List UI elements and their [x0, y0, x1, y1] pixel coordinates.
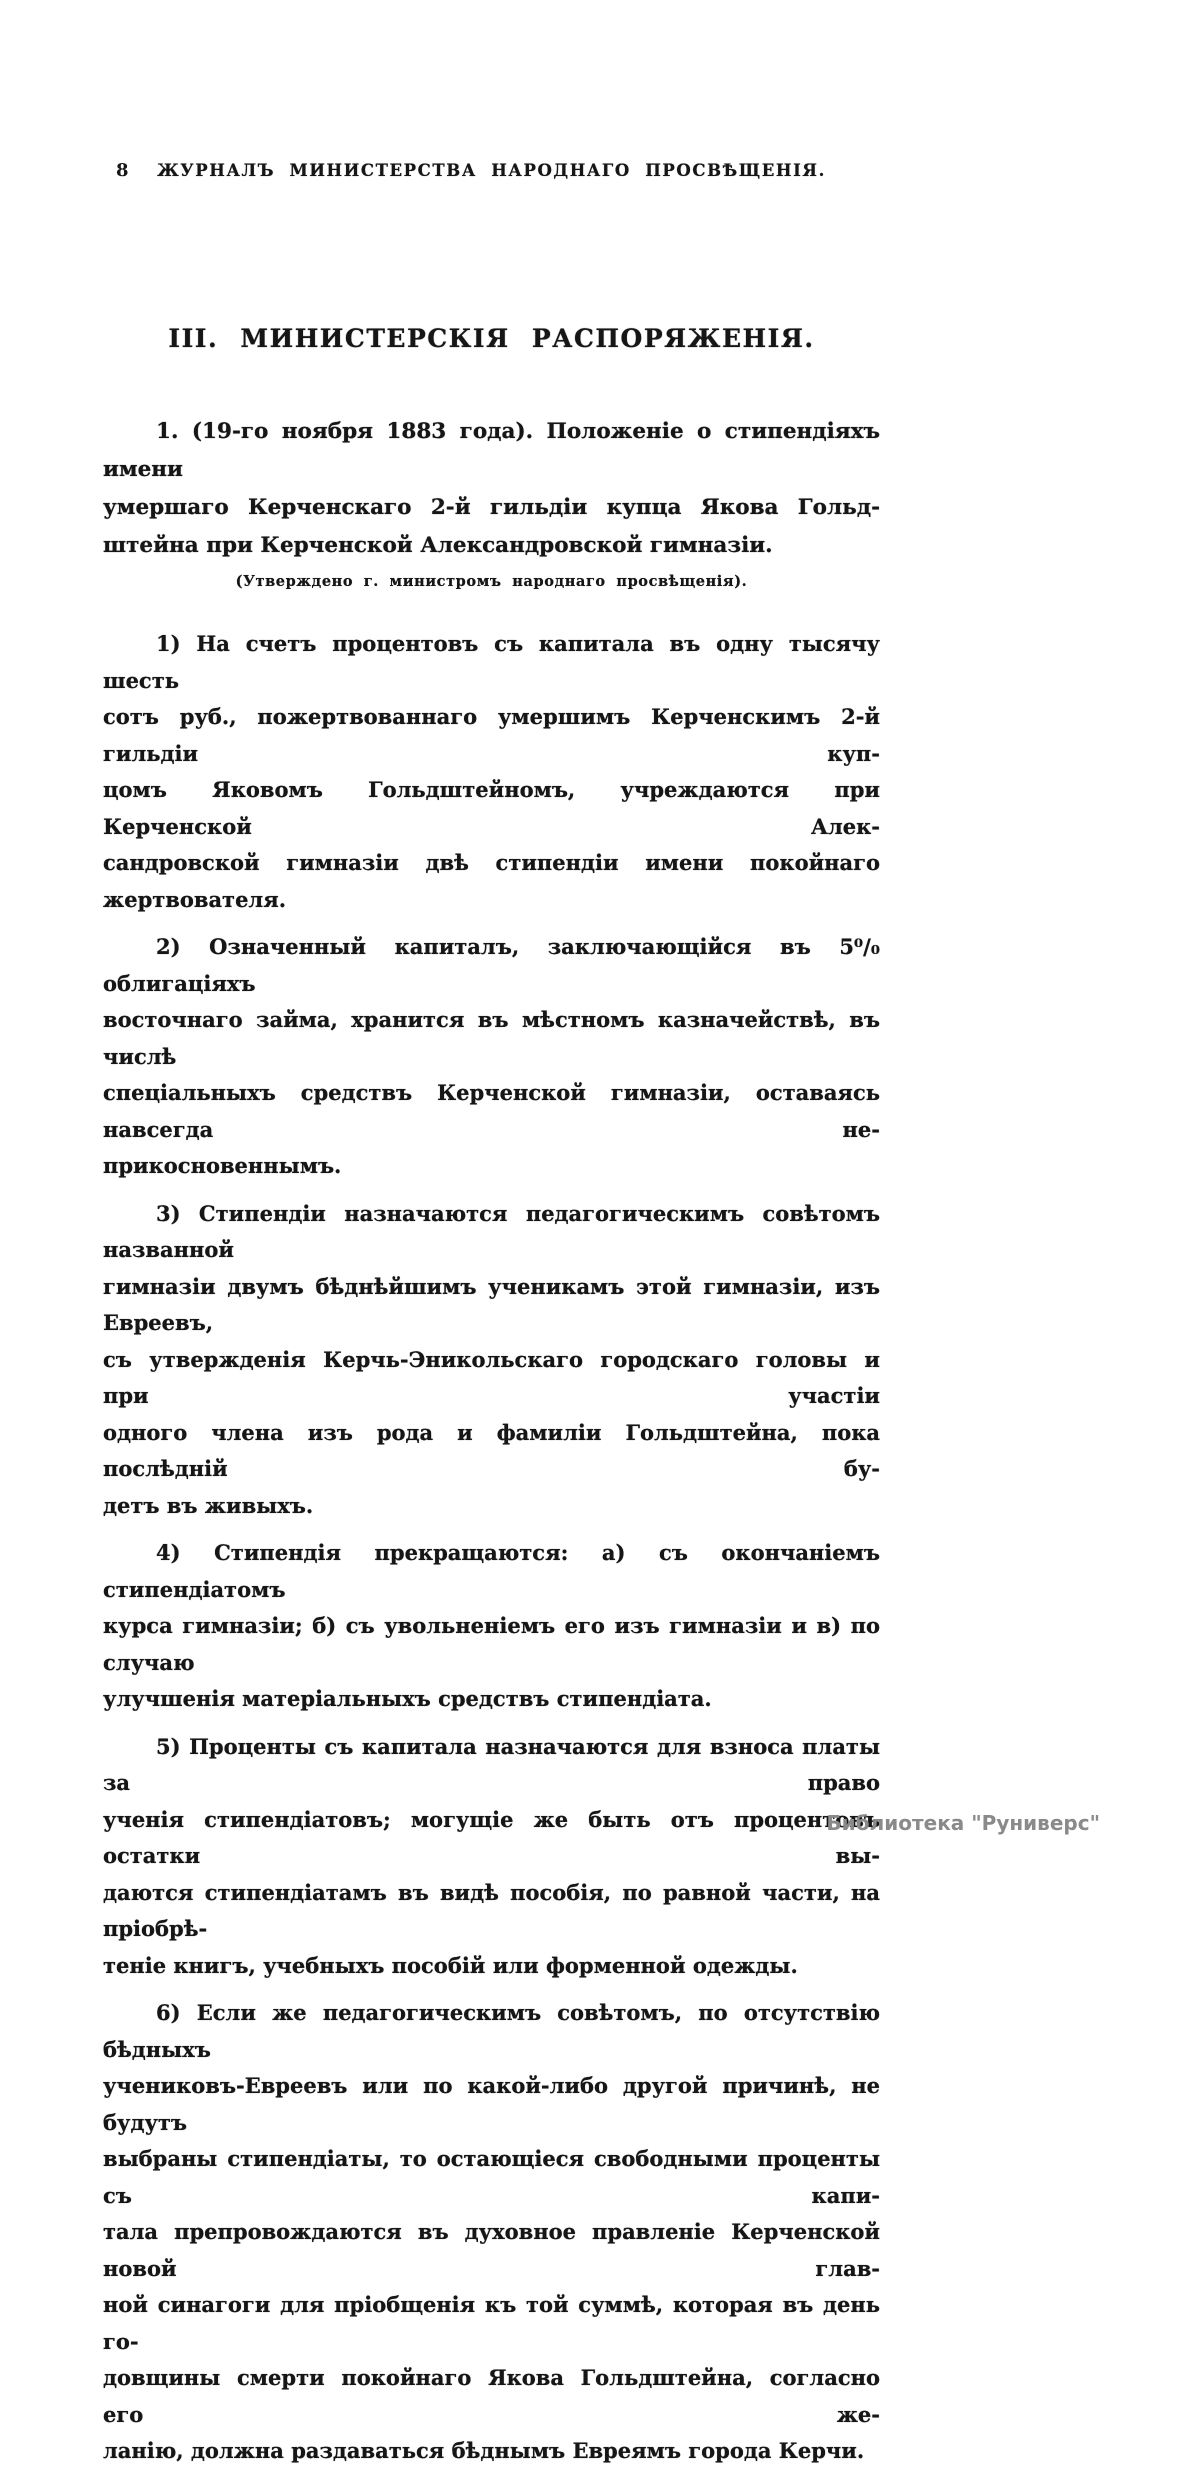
article-4: 4) Стипендія прекращаются: а) съ окончаніемъ стипендіатомъ курса гимназіи; б) съ увольненіемъ его изъ гимназіи и в) по случаю улучшенія матеріальныхъ средствъ стипендіата. [103, 1540, 880, 1711]
running-header: ЖУРНАЛЪ МИНИСТЕРСТВА НАРОДНАГО ПРОСВѢЩЕНІЯ. [157, 161, 826, 180]
article-5: 5) Проценты съ капитала назначаются для взноса платы за право ученія стипендіатовъ; могущіе же быть отъ процентовъ остатки вы- даются стипендіатамъ въ видѣ пособія, по равной части, на пріобрѣ- теніе книгъ, учебныхъ пособій или форменной одежды. [103, 1733, 880, 1978]
article-3: 3) Стипендіи назначаются педагогическимъ совѣтомъ названной гимназіи двумъ бѣднѣйшимъ ученикамъ этой гимназіи, изъ Евреевъ, съ утвержденія Керчь-Эникольскаго городскаго головы и при участіи одного члена изъ рода и фамиліи Гольдштейна, пока послѣдній бу- детъ въ живыхъ. [103, 1200, 880, 1518]
approval-note: (Утверждено г. министромъ народнаго просвѣщенія). [235, 573, 748, 590]
library-watermark: Библиотека "Руниверс" [826, 1811, 1100, 1835]
article-6: 6) Если же педагогическимъ совѣтомъ, по отсутствію бѣдныхъ учениковъ-Евреевъ или по какой-либо другой причинѣ, не будутъ выбраны стипендіаты, то остающіеся свободными проценты съ капи- тала препровождаются въ духовное правленіе Керченской новой глав- ной синагоги для пріобщенія къ той суммѣ, которая въ день го- довщины смерти покойнаго Якова Гольдштейна, согласно его же- ланію, должна раздаваться бѣднымъ Евреямъ города Керчи. [103, 2000, 880, 2463]
page-number: 8 [116, 160, 129, 181]
article-2: 2) Означенный капиталъ, заключающійся въ 5⁰/₀ облигаціяхъ восточнаго займа, хранится въ мѣстномъ казначействѣ, въ числѣ спеціальныхъ средствъ Керченской гимназіи, оставаясь навсегда не- прикосновеннымъ. [103, 934, 880, 1178]
section-title: III. МИНИСТЕРСКІЯ РАСПОРЯЖЕНІЯ. [168, 324, 815, 353]
decree-title: 1. (19-го ноября 1883 года). Положеніе о стипендіяхъ имени умершаго Керченскаго 2-й гильдіи купца Якова Гольд- штейна при Керченской Александровской гимназіи. [103, 419, 880, 558]
article-1: 1) На счетъ процентовъ съ капитала въ одну тысячу шесть сотъ руб., пожертвованнаго умершимъ Керченскимъ 2-й гильдіи куп- цомъ Яковомъ Гольдштейномъ, учреждаются при Керченской Алек- сандровской гимназіи двѣ стипендіи имени покойнаго жертвователя. [103, 631, 880, 912]
article-list [103, 626, 880, 2470]
